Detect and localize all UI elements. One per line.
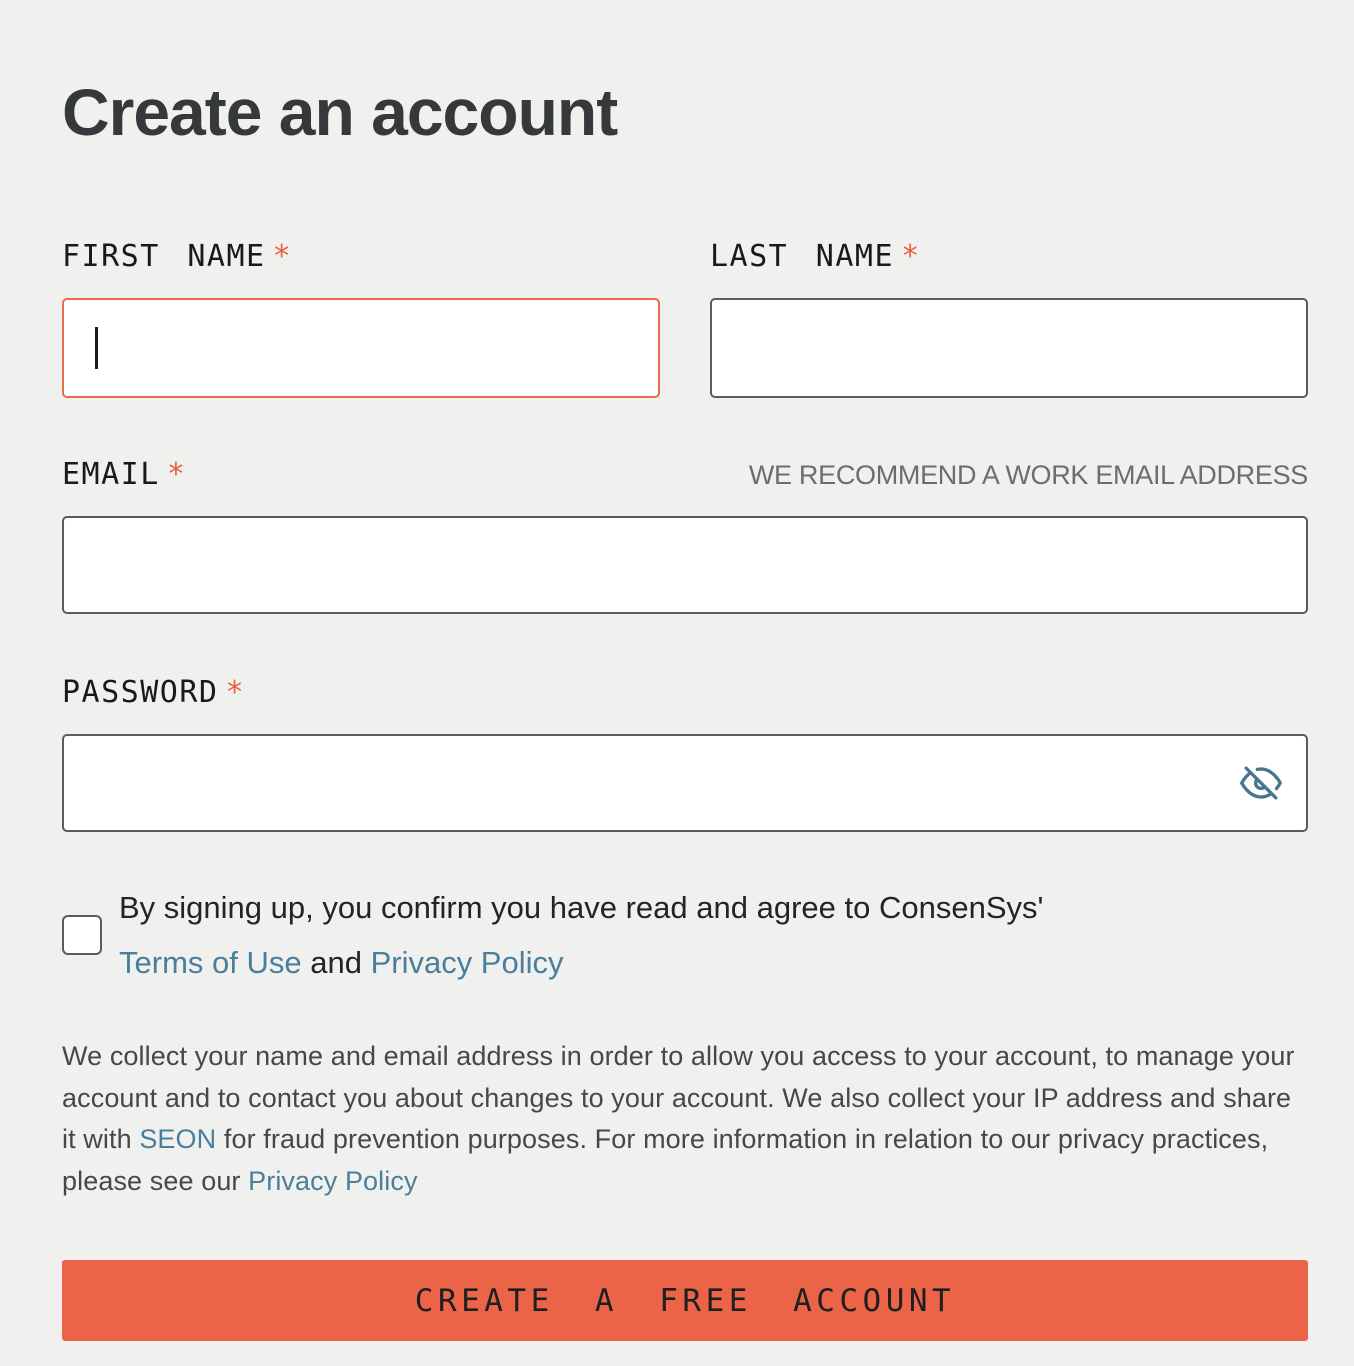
create-account-button[interactable]: CREATE A FREE ACCOUNT bbox=[62, 1260, 1308, 1341]
terms-agreement-row bbox=[62, 880, 1308, 990]
first-name-input-box bbox=[62, 298, 660, 398]
terms-checkbox[interactable] bbox=[62, 915, 102, 955]
password-input[interactable] bbox=[64, 736, 1306, 830]
privacy-notice-part2: for fraud prevention purposes. For more information in relation to our privacy practices, please see our bbox=[62, 1124, 1269, 1196]
first-name-label: FIRST NAME * bbox=[62, 239, 293, 274]
page-title: Create an account bbox=[62, 75, 618, 149]
email-field bbox=[62, 458, 1308, 614]
privacy-policy-link-2[interactable]: Privacy Policy bbox=[248, 1165, 418, 1196]
password-label: PASSWORD * bbox=[62, 675, 246, 710]
eye-off-icon bbox=[1238, 762, 1284, 804]
required-asterisk: * bbox=[166, 457, 187, 492]
name-fields-row bbox=[62, 240, 1308, 398]
password-field bbox=[62, 676, 1308, 832]
required-asterisk: * bbox=[272, 239, 293, 274]
required-asterisk: * bbox=[225, 675, 246, 710]
password-input-box bbox=[62, 734, 1308, 832]
privacy-policy-link[interactable]: Privacy Policy bbox=[370, 945, 564, 980]
email-hint: WE RECOMMEND A WORK EMAIL ADDRESS bbox=[748, 460, 1308, 490]
last-name-input-box bbox=[710, 298, 1308, 398]
email-input[interactable] bbox=[64, 518, 1306, 612]
privacy-notice bbox=[62, 1036, 1312, 1202]
privacy-notice-part1: We collect your name and email address in order to allow you access to your account, to manage your account and to contact you about changes to your account. We also collect your IP address and share it with bbox=[62, 1041, 1295, 1154]
last-name-label-row bbox=[710, 240, 1308, 274]
last-name-label: LAST NAME * bbox=[710, 239, 921, 274]
first-name-field bbox=[62, 240, 660, 398]
last-name-field bbox=[710, 240, 1308, 398]
agreement-line-2 bbox=[119, 935, 1043, 990]
terms-agreement-text bbox=[119, 880, 1043, 990]
agreement-conjunction: and bbox=[301, 945, 371, 980]
first-name-input[interactable] bbox=[64, 300, 658, 396]
email-label-row bbox=[62, 458, 1308, 492]
password-label-row bbox=[62, 676, 1308, 710]
terms-of-use-link[interactable]: Terms of Use bbox=[119, 945, 302, 980]
email-label: EMAIL * bbox=[62, 457, 187, 492]
first-name-label-row bbox=[62, 240, 660, 274]
agreement-line-1: By signing up, you confirm you have read and agree to ConsenSys' bbox=[119, 890, 1044, 925]
password-visibility-toggle[interactable] bbox=[1236, 760, 1286, 806]
email-input-box bbox=[62, 516, 1308, 614]
seon-link[interactable]: SEON bbox=[139, 1124, 217, 1154]
text-caret bbox=[95, 327, 98, 369]
last-name-input[interactable] bbox=[712, 300, 1306, 396]
required-asterisk: * bbox=[901, 239, 921, 274]
